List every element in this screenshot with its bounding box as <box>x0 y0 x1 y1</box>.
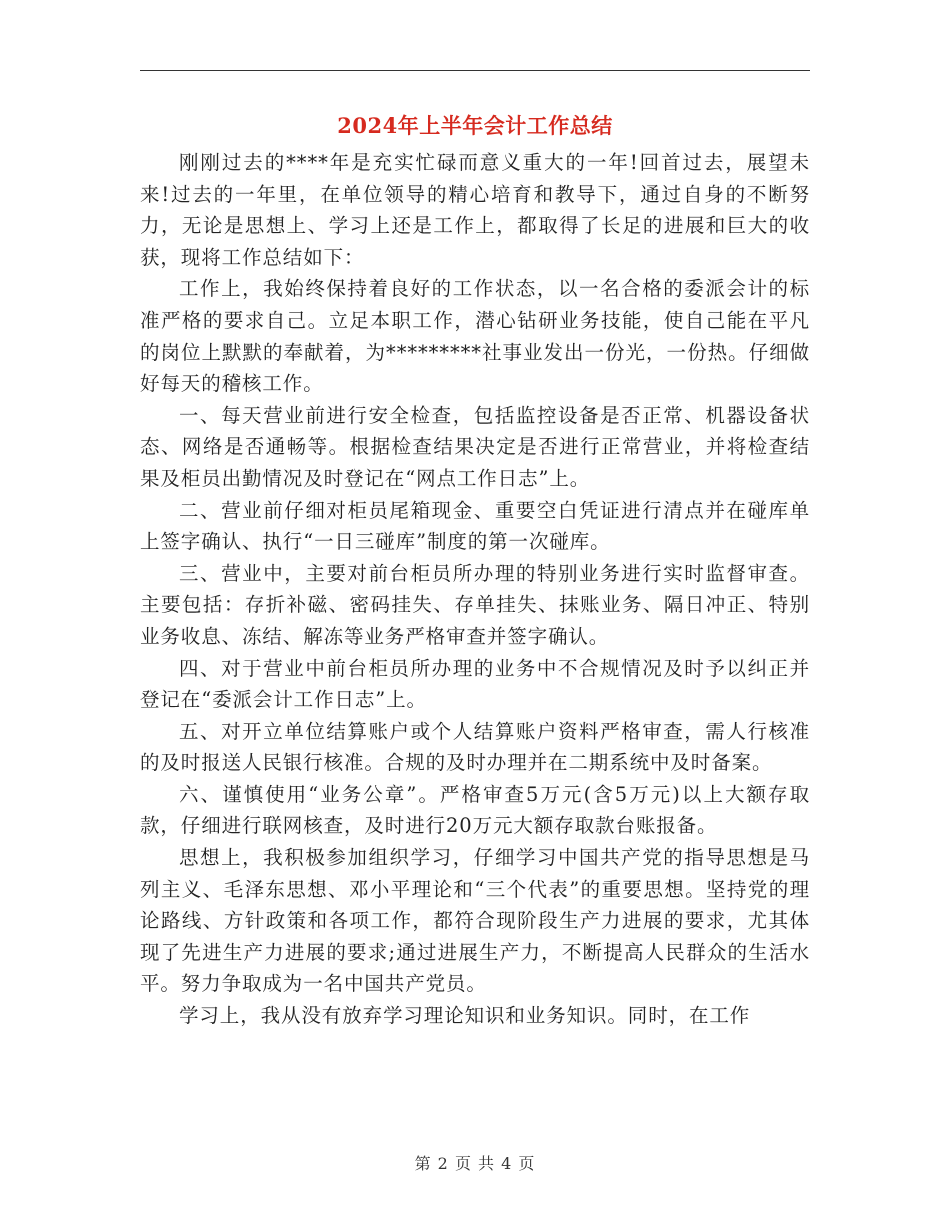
paragraph: 四、对于营业中前台柜员所办理的业务中不合规情况及时予以纠正并登记在“委派会计工作日志”上。 <box>140 656 810 712</box>
header-rule <box>140 70 810 71</box>
paragraph: 工作上，我始终保持着良好的工作状态，以一名合格的委派会计的标准严格的要求自己。立足本职工作，潜心钻研业务技能，使自己能在平凡的岗位上默默的奉献着，为*********社事业发出一份光，一份热。仔细做好每天的稽核工作。 <box>140 277 810 396</box>
paragraph: 二、营业前仔细对柜员尾箱现金、重要空白凭证进行清点并在碰库单上签字确认、执行“一日三碰库”制度的第一次碰库。 <box>140 498 810 554</box>
document-title: 2024年上半年会计工作总结 <box>337 113 613 138</box>
paragraph: 刚刚过去的****年是充实忙碌而意义重大的一年!回首过去，展望未来!过去的一年里，在单位领导的精心培育和教导下，通过自身的不断努力，无论是思想上、学习上还是工作上，都取得了长足的进展和巨大的收获，现将工作总结如下： <box>140 151 810 269</box>
paragraph: 三、营业中，主要对前台柜员所办理的特别业务进行实时监督审查。主要包括：存折补磁、密码挂失、存单挂失、抹账业务、隔日冲正、特别业务收息、冻结、解冻等业务严格审查并签字确认。 <box>140 561 810 648</box>
paragraph: 一、每天营业前进行安全检查，包括监控设备是否正常、机器设备状态、网络是否通畅等。根据检查结果决定是否进行正常营业，并将检查结果及柜员出勤情况及时登记在“网点工作日志”上。 <box>140 403 810 490</box>
paragraph: 思想上，我积极参加组织学习，仔细学习中国共产党的指导思想是马列主义、毛泽东思想、邓小平理论和“三个代表”的重要思想。坚持党的理论路线、方针政策和各项工作，都符合现阶段生产力进展的要求，尤其体现了先进生产力进展的要求;通过进展生产力，不断提高人民群众的生活水平。努力争取成为一名中国共产党员。 <box>140 846 810 996</box>
page-number-footer: 第 2 页 共 4 页 <box>414 1154 536 1173</box>
paragraph: 学习上，我从没有放弃学习理论知识和业务知识。同时，在工作 <box>179 1004 751 1028</box>
paragraph: 六、谨慎使用“业务公章”。严格审查5万元(含5万元)以上大额存取款，仔细进行联网核查，及时进行20万元大额存取款台账报备。 <box>140 782 810 838</box>
paragraph: 五、对开立单位结算账户或个人结算账户资料严格审查，需人行核准的及时报送人民银行核准。合规的及时办理并在二期系统中及时备案。 <box>140 719 810 775</box>
document-body <box>140 147 810 1032</box>
